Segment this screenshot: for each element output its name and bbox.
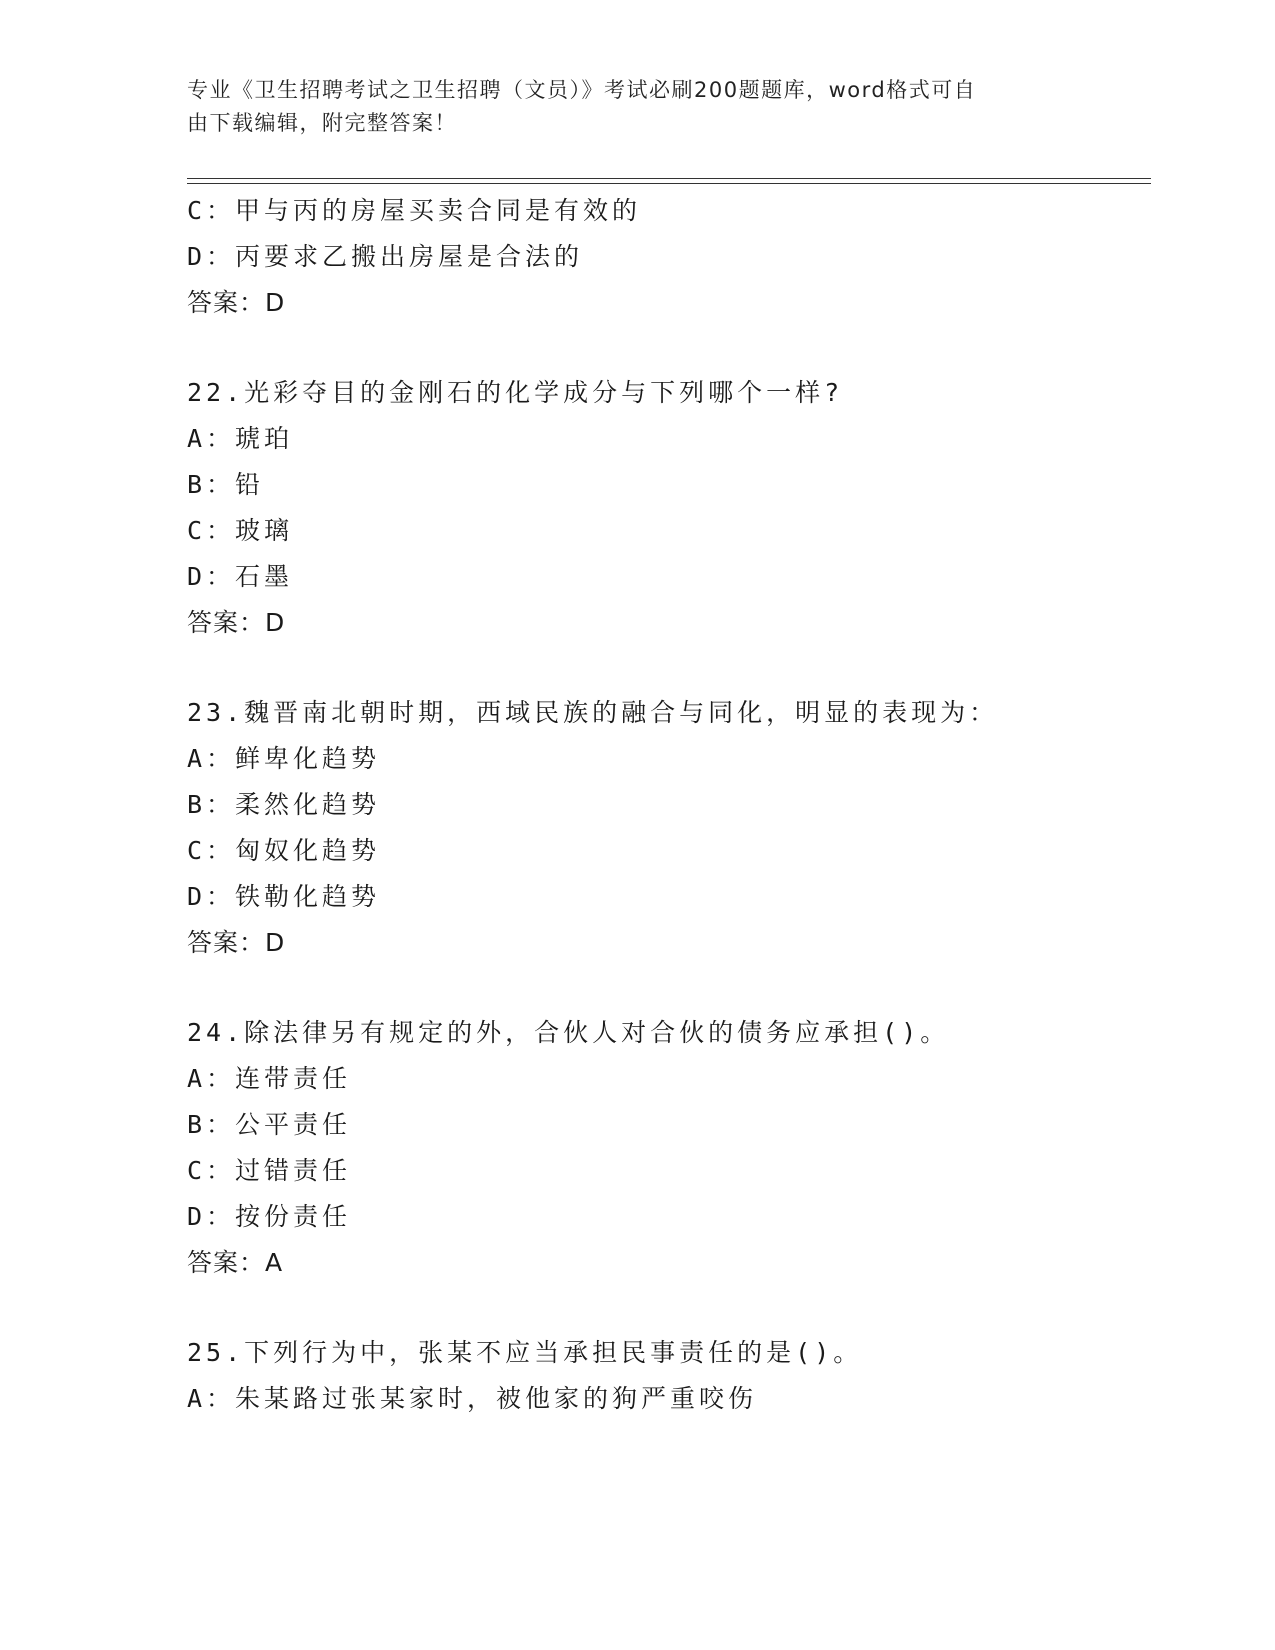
option-a: A：朱某路过张某家时，被他家的狗严重咬伤 bbox=[187, 1384, 758, 1413]
question-title: 23.魏晋南北朝时期，西域民族的融合与同化，明显的表现为： bbox=[187, 698, 999, 727]
prev-option-d: D：丙要求乙搬出房屋是合法的 bbox=[187, 242, 584, 271]
option-b: B：铅 bbox=[187, 470, 265, 499]
option-c: C：玻璃 bbox=[187, 516, 294, 545]
question-list bbox=[187, 188, 1147, 1422]
option-d: D：石墨 bbox=[187, 562, 294, 591]
prev-answer: 答案：D bbox=[187, 288, 286, 317]
header-line-2: 由下载编辑，附完整答案！ bbox=[187, 111, 457, 135]
question-25 bbox=[187, 1330, 1147, 1422]
question-23 bbox=[187, 690, 1147, 966]
question-22 bbox=[187, 370, 1147, 646]
option-a: A：连带责任 bbox=[187, 1064, 352, 1093]
option-c: C：过错责任 bbox=[187, 1156, 352, 1185]
question-title: 25.下列行为中，张某不应当承担民事责任的是()。 bbox=[187, 1338, 863, 1367]
answer: 答案：A bbox=[187, 1248, 284, 1277]
option-c: C：匈奴化趋势 bbox=[187, 836, 381, 865]
header-divider-bottom bbox=[187, 183, 1151, 184]
header-line-1: 专业《卫生招聘考试之卫生招聘（文员）》考试必刷200题题库，word格式可自 bbox=[187, 78, 977, 102]
option-b: B：公平责任 bbox=[187, 1110, 352, 1139]
answer: 答案：D bbox=[187, 928, 286, 957]
header-divider-top bbox=[187, 178, 1151, 179]
document-header bbox=[187, 74, 1087, 140]
question-title: 24.除法律另有规定的外，合伙人对合伙的债务应承担()。 bbox=[187, 1018, 950, 1047]
option-d: D：铁勒化趋势 bbox=[187, 882, 381, 911]
question-title: 22.光彩夺目的金刚石的化学成分与下列哪个一样? bbox=[187, 378, 844, 407]
option-a: A：鲜卑化趋势 bbox=[187, 744, 381, 773]
answer: 答案：D bbox=[187, 608, 286, 637]
option-d: D：按份责任 bbox=[187, 1202, 352, 1231]
option-a: A：琥珀 bbox=[187, 424, 294, 453]
prev-option-c: C：甲与丙的房屋买卖合同是有效的 bbox=[187, 196, 642, 225]
option-b: B：柔然化趋势 bbox=[187, 790, 381, 819]
question-24 bbox=[187, 1010, 1147, 1286]
